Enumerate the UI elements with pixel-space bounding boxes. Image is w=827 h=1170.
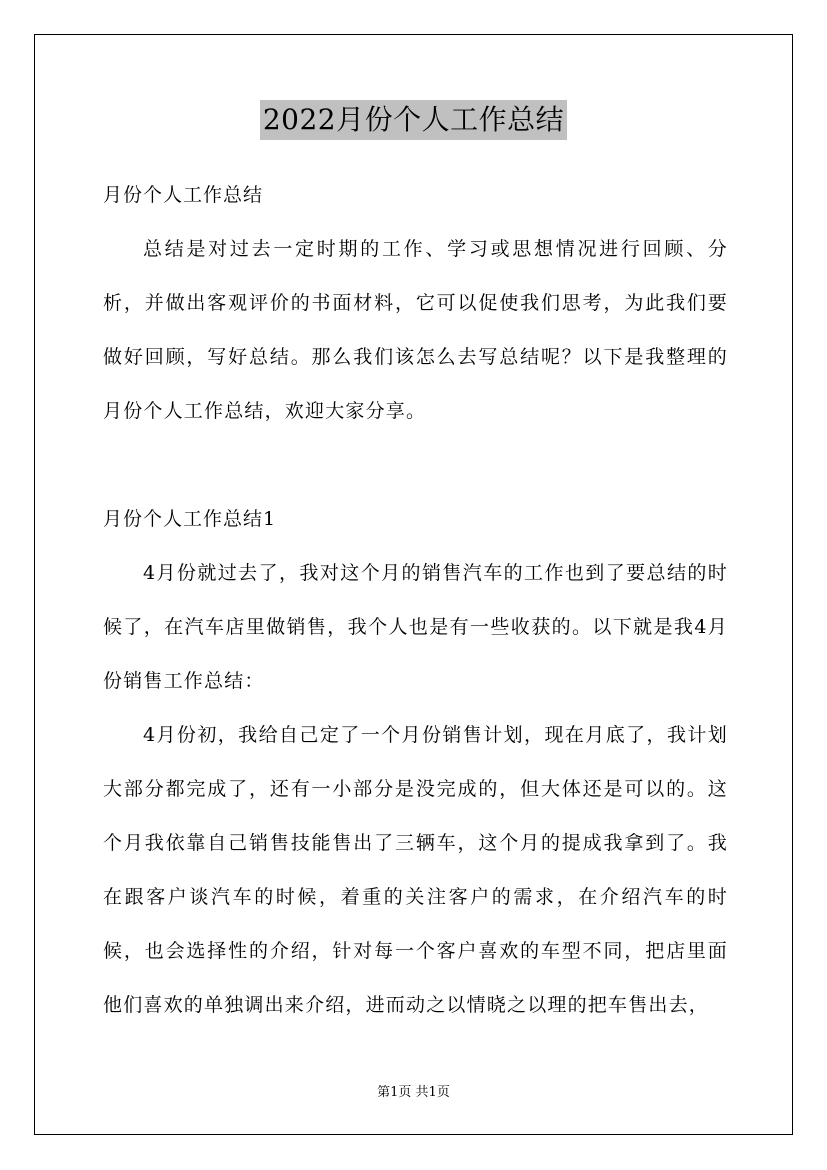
title-container bbox=[0, 100, 827, 140]
intro-paragraph: 总结是对过去一定时期的工作、学习或思想情况进行回顾、分析，并做出客观评价的书面材料，它可以促使我们思考，为此我们要做好回顾，写好总结。那么我们该怎么去写总结呢？以下是我整理的月份个人工作总结，欢迎大家分享。 bbox=[103, 238, 728, 422]
intro-heading: 月份个人工作总结 bbox=[103, 184, 264, 206]
section1-paragraph-2: 4月份初，我给自己定了一个月份销售计划，现在月底了，我计划大部分都完成了，还有一小部分是没完成的，但大体还是可以的。这个月我依靠自己销售技能售出了三辆车，这个月的提成我拿到了。我在跟客户谈汽车的时候，着重的关注客户的需求，在介绍汽车的时候，也会选择性的介绍，针对每一个客户喜欢的车型不同，把店里面他们喜欢的单独调出来介绍，进而动之以情晓之以理的把车售出去， bbox=[103, 724, 728, 1016]
section1-heading: 月份个人工作总结1 bbox=[103, 508, 277, 530]
document-title: 2022月份个人工作总结 bbox=[260, 100, 567, 140]
section1-paragraph-1: 4月份就过去了，我对这个月的销售汽车的工作也到了要总结的时候了，在汽车店里做销售，我个人也是有一些收获的。以下就是我4月份销售工作总结： bbox=[103, 562, 728, 692]
page-number: 第1页 共1页 bbox=[377, 1085, 450, 1100]
section-gap bbox=[103, 438, 728, 492]
document-body bbox=[103, 168, 728, 1032]
page-footer bbox=[0, 1083, 827, 1103]
